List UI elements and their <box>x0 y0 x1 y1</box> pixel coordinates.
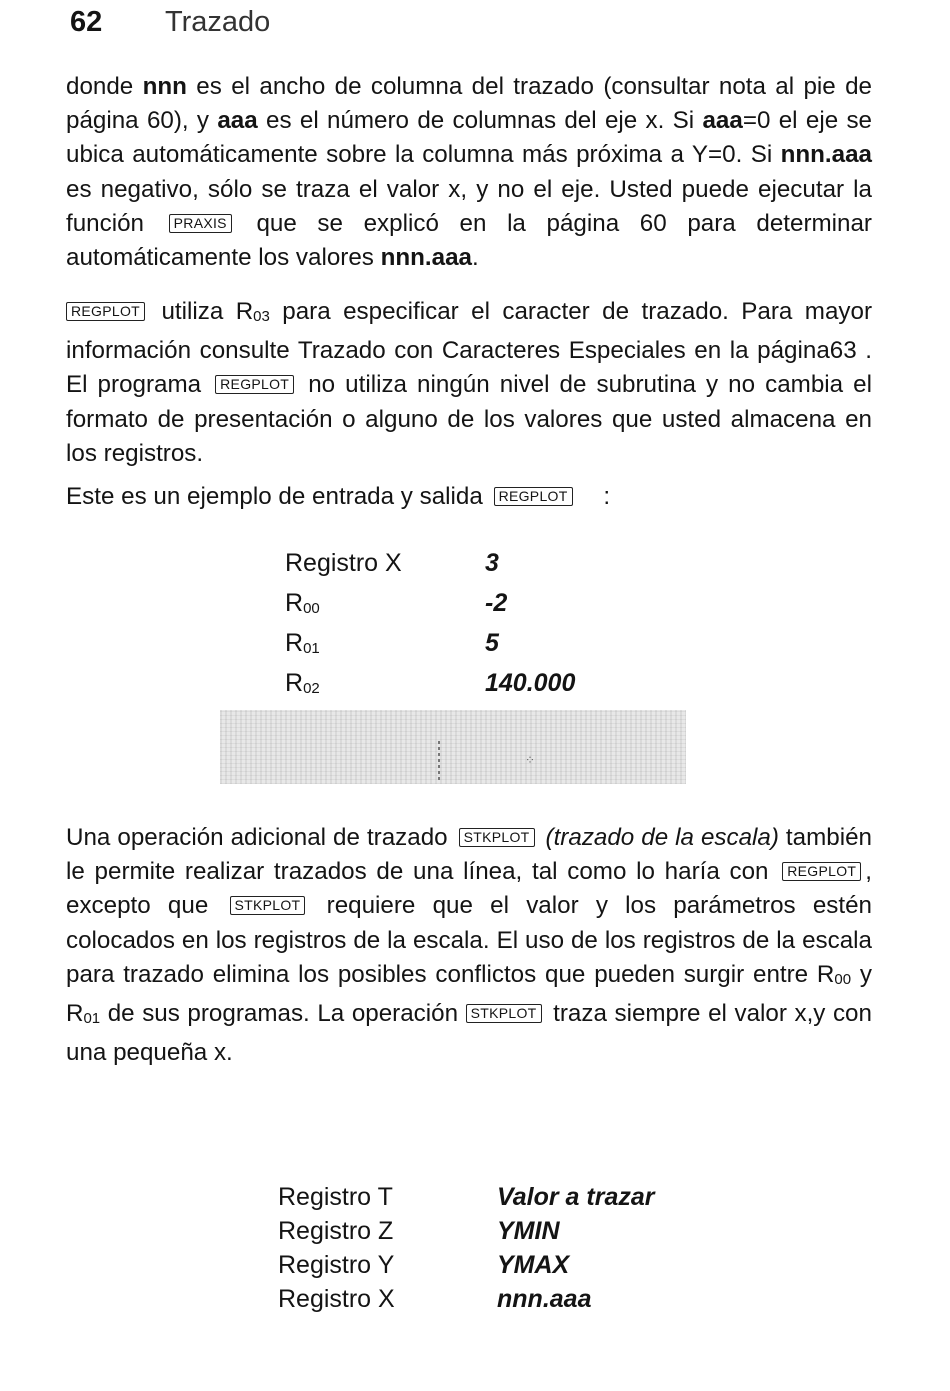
register-label: Registro Y <box>278 1251 395 1279</box>
paragraph-column-width <box>66 70 872 275</box>
register-value: nnn.aaa <box>497 1285 592 1313</box>
term-nnn: nnn <box>142 73 187 100</box>
plot-point-marker: ⁘ <box>525 753 536 767</box>
table-row <box>278 1214 654 1248</box>
stkplot-key: STKPLOT <box>466 1004 542 1023</box>
register-subscript: 01 <box>83 1010 101 1028</box>
text: =0 el eje se ubica automáticamente sobre la columna más próxima a Y=0. Si <box>66 107 872 169</box>
plot-axis-marker <box>438 740 440 780</box>
page-header <box>70 2 270 42</box>
text: utiliza R <box>161 298 254 325</box>
register-label: Registro X <box>278 1285 395 1313</box>
regplot-key: REGPLOT <box>782 862 861 881</box>
register-value: YMIN <box>497 1217 560 1245</box>
text: : <box>603 483 611 510</box>
register-subscript: 03 <box>253 308 270 325</box>
register-value: -2 <box>485 589 508 617</box>
text: para especificar el caracter de trazado. Para mayor información consulte Trazado con Caracteres Especiales en la página63 . El programa <box>66 298 872 399</box>
register-value: Valor a trazar <box>497 1183 655 1211</box>
register-label: Registro X <box>285 549 402 577</box>
register-value: 140.000 <box>485 669 576 697</box>
term-nnn-aaa: nnn.aaa <box>380 244 472 272</box>
regplot-key: REGPLOT <box>494 487 573 506</box>
text: de sus programas. La operación <box>100 1000 459 1028</box>
text: traza siempre el valor x,y con una pequeña x. <box>66 1000 872 1067</box>
regplot-key: REGPLOT <box>215 375 294 394</box>
register-table <box>278 1180 654 1316</box>
text: y R <box>66 960 872 1028</box>
register-label: R01 <box>285 629 320 657</box>
text: . <box>472 244 479 272</box>
example-table <box>285 546 575 706</box>
text-italic: (trazado de la escala) <box>545 824 779 851</box>
text: es el número de columnas del eje x. Si <box>257 107 703 135</box>
register-label: Registro Z <box>278 1217 394 1245</box>
table-row <box>285 626 575 666</box>
term-aaa: aaa <box>702 107 743 135</box>
plot-output-strip <box>220 710 686 784</box>
paragraph-regplot <box>66 295 872 471</box>
page-title: Trazado <box>165 6 271 38</box>
text: Una operación adicional de trazado <box>66 824 448 851</box>
text: requiere que el valor y los parámetros estén colocados en los registros de la escala. El uso de los registros de la escala para trazado elimina los posibles conflictos que pueden surgir entre R <box>66 892 872 988</box>
text: que se explicó en la página 60 para determinar automáticamente los valores <box>66 209 872 272</box>
stkplot-key: STKPLOT <box>459 828 535 847</box>
register-value: 3 <box>485 549 499 577</box>
table-row <box>285 586 575 626</box>
table-row <box>278 1248 654 1282</box>
term-nnn-aaa: nnn.aaa <box>780 141 872 169</box>
register-label: R02 <box>285 669 320 697</box>
register-value: YMAX <box>497 1251 570 1279</box>
table-row <box>278 1180 654 1214</box>
text: es el ancho de columna del trazado (consultar nota al pie de página 60), y <box>66 73 873 135</box>
table-row <box>285 546 575 586</box>
register-label: Registro T <box>278 1183 393 1211</box>
text: es negativo, sólo se traza el valor x, y no el eje. Usted puede ejecutar la función <box>66 175 872 237</box>
paragraph-example-intro <box>66 480 872 514</box>
text: donde <box>66 73 143 100</box>
text: también le permite realizar trazados de una línea, tal como lo haría con <box>66 824 872 886</box>
term-aaa: aaa <box>217 107 258 135</box>
paragraph-stkplot <box>66 821 872 1070</box>
stkplot-key: STKPLOT <box>230 896 306 915</box>
table-row <box>278 1282 654 1316</box>
page-number: 62 <box>70 6 103 38</box>
register-subscript: 00 <box>834 970 852 988</box>
regplot-key: REGPLOT <box>66 302 145 321</box>
text: no utiliza ningún nivel de subrutina y no cambia el formato de presentación o alguno de los valores que usted almacena en los registros. <box>66 371 872 467</box>
register-label: R00 <box>285 589 320 617</box>
text: Este es un ejemplo de entrada y salida <box>66 483 483 510</box>
praxis-key: PRAXIS <box>169 214 232 233</box>
text: , excepto que <box>66 858 872 920</box>
register-value: 5 <box>485 629 499 657</box>
table-row <box>285 666 575 706</box>
